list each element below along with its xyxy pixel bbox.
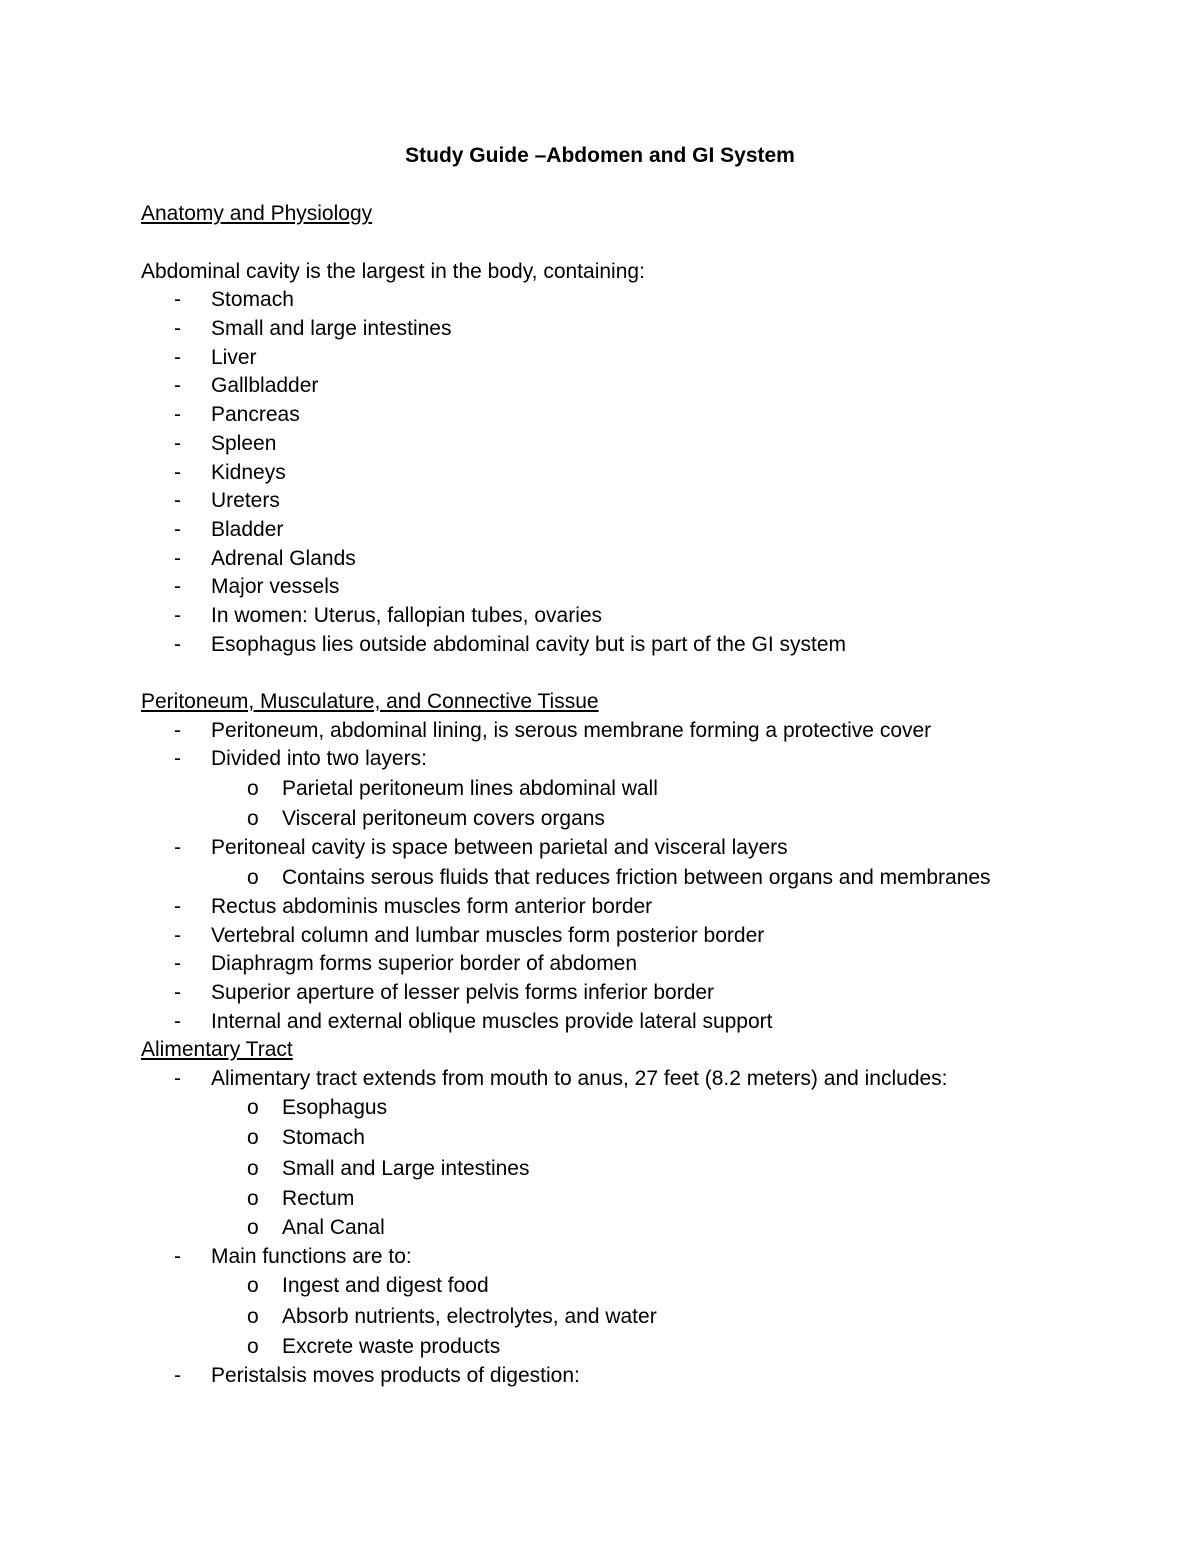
dash-bullet: - bbox=[174, 432, 181, 455]
dash-bullet: - bbox=[174, 374, 181, 397]
dash-bullet: - bbox=[174, 604, 181, 627]
dash-bullet: - bbox=[174, 403, 181, 426]
dash-bullet: - bbox=[174, 633, 181, 656]
circle-bullet: o bbox=[247, 807, 259, 830]
circle-bullet: o bbox=[247, 1096, 259, 1119]
dash-bullet: - bbox=[174, 1010, 181, 1033]
circle-bullet: o bbox=[247, 1187, 259, 1210]
circle-bullet: o bbox=[247, 1335, 259, 1358]
dash-bullet: - bbox=[174, 575, 181, 598]
dash-bullet: - bbox=[174, 747, 181, 770]
dash-bullet: - bbox=[174, 518, 181, 541]
dash-bullet: - bbox=[174, 836, 181, 859]
dash-bullet: - bbox=[174, 952, 181, 975]
circle-bullet: o bbox=[247, 1274, 259, 1297]
dash-bullet: - bbox=[174, 547, 181, 570]
dash-bullet: - bbox=[174, 489, 181, 512]
document-page: Study Guide –Abdomen and GI System Anatomy and Physiology Abdominal cavity is the largest in the body, containing: - Stomach - Small and large intestines - Liver - Gallbladder - Pancreas - Spleen - Kidneys - Ureters - Bladder - Adrenal Glands - Major vessels - In women: Uterus, fallopian tubes, ovaries - Esophagus lies outside abdominal cavity but is part of the GI system Peritoneum, Musculature, and Connective Tissue - Peritoneum, abdominal lining, is serous membrane forming a protective cover - Divided into two layers: o Parietal peritoneum lines abdominal wall o Visceral peritoneum covers organs - Peritoneal cavity is space between parietal and visceral layers o Contains serous fluids that reduces friction between organs and membranes - Rectus abdominis muscles form anterior border - Vertebral column and lumbar muscles form posterior border - Diaphragm forms superior border of abdomen - Superior aperture of lesser pelvis forms inferior border - Internal and external oblique muscles provide lateral support Alimentary Tract - Alimentary tract extends from mouth to anus, 27 feet (8.2 meters) and includes: o Esophagus o Stomach o Small and Large intestines o Rectum o Anal Canal - Main functions are to: o Ingest and digest food o Absorb nutrients, electrolytes, and water o Excrete waste products - Peristalsis moves products of digestion: bbox=[0, 0, 1200, 1553]
circle-bullet: o bbox=[247, 777, 259, 800]
dash-bullet: - bbox=[174, 346, 181, 369]
circle-bullet: o bbox=[247, 1305, 259, 1328]
dash-bullet: - bbox=[174, 317, 181, 340]
section-heading-peritoneum: Peritoneum, Musculature, and Connective Tissue bbox=[141, 690, 599, 713]
dash-bullet: - bbox=[174, 895, 181, 918]
section-heading-anatomy: Anatomy and Physiology bbox=[141, 202, 373, 225]
dash-bullet: - bbox=[174, 981, 181, 1004]
dash-bullet: - bbox=[174, 924, 181, 947]
dash-bullet: - bbox=[174, 1067, 181, 1090]
document-title: Study Guide –Abdomen and GI System bbox=[405, 144, 795, 167]
dash-bullet: - bbox=[174, 461, 181, 484]
circle-bullet: o bbox=[247, 1216, 259, 1239]
circle-bullet: o bbox=[247, 866, 259, 889]
section-heading-alimentary: Alimentary Tract bbox=[141, 1038, 293, 1061]
dash-bullet: - bbox=[174, 288, 181, 311]
circle-bullet: o bbox=[247, 1126, 259, 1149]
anatomy-intro: Abdominal cavity is the largest in the body, containing: bbox=[141, 260, 645, 283]
dash-bullet: - bbox=[174, 719, 181, 742]
dash-bullet: - bbox=[174, 1364, 181, 1387]
dash-bullet: - bbox=[174, 1245, 181, 1268]
circle-bullet: o bbox=[247, 1157, 259, 1180]
